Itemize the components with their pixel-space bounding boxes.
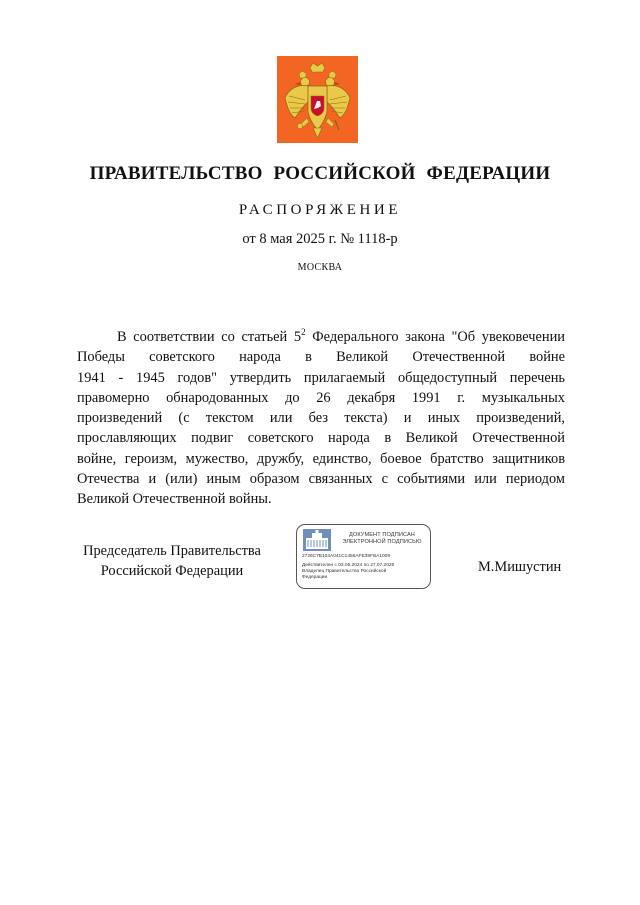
- stamp-owner: Владелец Правительство Российской: [302, 569, 387, 574]
- body-line: Великой Отечественной войны.: [77, 491, 272, 508]
- body-line: В соответствии со статьей $5^2$ Федерального закона "Об увековечении: [117, 327, 565, 345]
- body-line: Отечества и (или) иным образом связанных с событиями или периодом: [77, 471, 565, 488]
- government-building-icon: [303, 529, 331, 551]
- coat-of-arms-emblem: [277, 56, 358, 143]
- body-line: 1941 - 1945 годов" утвердить прилагаемый общедоступный перечень: [77, 369, 565, 386]
- government-title: ПРАВИТЕЛЬСТВО РОССИЙСКОЙ ФЕДЕРАЦИИ: [89, 163, 551, 184]
- body-line: войне, героизм, мужество, дружбу, единство, боевое братство защитников: [77, 450, 565, 467]
- russian-coat-of-arms-icon: [277, 56, 358, 143]
- body-line: произведений (с текстом или без текста) и иных произведений,: [77, 410, 565, 427]
- stamp-owner: Федерации: [302, 575, 328, 580]
- stamp-heading: ДОКУМЕНТ ПОДПИСАН ЭЛЕКТРОННОЙ ПОДПИСЬЮ: [342, 532, 422, 545]
- superscript: 2: [301, 327, 306, 337]
- body-line: правомерно обнародованных до 26 декабря 1991 г. музыкальных: [77, 389, 565, 406]
- stamp-serial: 2726C7B104A041C1456AFE38FBA1009: [302, 554, 391, 559]
- document-type: РАСПОРЯЖЕНИЕ: [238, 202, 402, 218]
- stamp-validity: Действителен с 03.05.2024 по 27.07.2025: [302, 563, 395, 568]
- document-city: МОСКВА: [297, 262, 343, 273]
- document-date-number: от 8 мая 2025 г. № 1118-р: [242, 231, 398, 247]
- order-body-text: [77, 327, 565, 510]
- signer-role: Председатель Правительства Российской Федерации: [83, 543, 261, 579]
- signer-name: М.Мишустин: [478, 559, 562, 575]
- electronic-signature-stamp: [296, 524, 431, 589]
- body-line: прославляющих подвиг советского народа в Великой Отечественной: [77, 430, 565, 447]
- body-line: Победы советского народа в Великой Отечественной войне: [77, 349, 565, 366]
